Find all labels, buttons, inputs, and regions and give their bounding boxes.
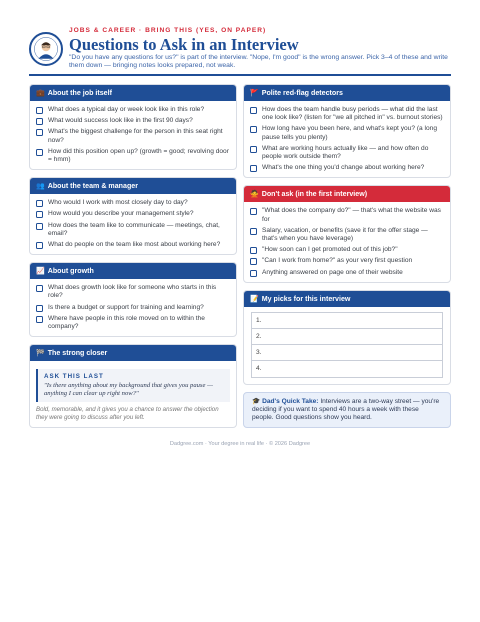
- section-job: [29, 84, 237, 170]
- item-text: What's the biggest challenge for the person in this seat right now?: [48, 128, 223, 144]
- checkbox[interactable]: [36, 149, 43, 156]
- quick-take-text: Interviews are a two-way street — you're deciding if you want to spend 40 hours a week with these people. Good questions show you heard.: [252, 397, 440, 422]
- section-header: [30, 345, 236, 361]
- item-text: What are working hours actually like — and how often do people work outside them?: [262, 144, 429, 161]
- checkered-flag-icon: 🏁: [36, 350, 45, 358]
- item-text: What would success look like in the first 90 days?: [48, 117, 193, 125]
- checklist-item: [36, 128, 229, 144]
- section-header: [30, 85, 236, 101]
- checkbox[interactable]: [36, 242, 43, 249]
- item-text: Anything answered on page one of their website: [262, 268, 403, 276]
- item-text: What does a typical day or week look like in this role?: [48, 106, 205, 113]
- briefcase-icon: 💼: [36, 90, 45, 97]
- section-title: About growth: [47, 267, 94, 276]
- checkbox[interactable]: [36, 211, 43, 218]
- section-my-picks: [243, 290, 451, 385]
- checklist-item: [250, 257, 443, 265]
- dadgree-logo: [29, 32, 63, 66]
- section-title: The strong closer: [47, 349, 108, 358]
- chart-up-icon: 📈: [36, 268, 45, 276]
- checklist-item: [36, 199, 229, 207]
- item-text: "How soon can I get promoted out of this job?": [262, 246, 398, 254]
- checkbox[interactable]: [36, 118, 43, 125]
- checklist-item: [250, 269, 443, 277]
- checkbox[interactable]: [36, 107, 43, 114]
- item-text: Where have people in this role moved on to within the company?: [48, 314, 205, 331]
- quick-take-label: Dad's Quick Take:: [262, 397, 319, 405]
- checkbox[interactable]: [250, 228, 257, 235]
- item-text: How would you describe your management style?: [48, 210, 194, 218]
- checklist-item: [250, 145, 443, 161]
- section-header: [244, 85, 450, 101]
- pick-row[interactable]: 2.: [252, 329, 442, 345]
- page-footer: Dadgree.com · Your degree in real life · © 2026 Dadgree: [169, 441, 311, 447]
- quick-take-callout: [243, 392, 451, 429]
- checklist-item: [36, 222, 229, 238]
- picks-list: [251, 312, 443, 378]
- checklist-item: [36, 241, 229, 249]
- closer-quote: "Is there anything about my background that gives you pause — anything I can clear up right now?": [44, 382, 213, 398]
- checkbox[interactable]: [36, 129, 43, 136]
- item-text: Salary, vacation, or benefits (save it for the offer stage — that's when you have leverage): [262, 226, 428, 243]
- section-closer: [29, 344, 237, 428]
- section-title: Don't ask (in the first interview): [261, 190, 368, 199]
- people-icon: 👥: [36, 183, 45, 191]
- section-red-flags: [243, 84, 451, 178]
- section-dont-ask: [243, 185, 451, 282]
- closer-note: Bold, memorable, and it gives you a chance to answer the objection they were going to discuss after you left.: [36, 406, 219, 421]
- item-text: How did this position open up? (growth = good; revolving door = hmm): [48, 147, 229, 164]
- memo-icon: 📝: [250, 295, 259, 303]
- page-title: Questions to Ask in an Interview: [69, 35, 299, 54]
- checklist-item: [36, 106, 229, 114]
- left-column: [29, 84, 237, 435]
- checkbox[interactable]: [250, 146, 257, 153]
- checklist-item: [250, 246, 443, 254]
- checklist-item: [36, 210, 229, 218]
- checkbox[interactable]: [36, 223, 43, 230]
- checklist-item: [36, 117, 229, 125]
- item-text: How does the team like to communicate — meetings, chat, email?: [48, 221, 220, 237]
- checklist-item: [250, 207, 443, 223]
- pick-row[interactable]: 4.: [256, 365, 262, 373]
- checklist-item: [36, 148, 229, 164]
- right-column: [243, 84, 451, 428]
- graduation-cap-icon: 🎓: [252, 397, 261, 405]
- checklist-item: [250, 106, 443, 122]
- section-team: [29, 177, 237, 255]
- item-text: What does growth look like for someone who starts in this role?: [48, 284, 217, 300]
- item-text: "What does the company do?" — that's what the website was for: [262, 207, 441, 223]
- pick-row[interactable]: 1.: [252, 313, 442, 329]
- checkbox[interactable]: [250, 258, 257, 265]
- checklist-item: [250, 164, 443, 172]
- section-growth: [29, 262, 237, 337]
- checklist-item: [36, 284, 229, 300]
- checkbox[interactable]: [36, 200, 43, 207]
- checkbox[interactable]: [250, 247, 257, 254]
- checkbox[interactable]: [36, 316, 43, 323]
- ask-last-label: ASK THIS LAST: [44, 373, 104, 381]
- item-text: How long have you been here, and what's kept you? (a long pause tells you plenty): [262, 125, 438, 141]
- section-header: [30, 178, 236, 194]
- item-text: Who would I work with most closely day to day?: [48, 199, 188, 207]
- no-gesture-icon: 🙅: [250, 191, 259, 199]
- item-text: How does the team handle busy periods — what did the last one look like? (listen for "we all pitched in" vs. burnout stories): [262, 106, 443, 122]
- checkbox[interactable]: [36, 285, 43, 292]
- section-header: [244, 186, 450, 202]
- pick-row[interactable]: 3.: [252, 345, 442, 361]
- checkbox[interactable]: [250, 165, 257, 172]
- checklist-item: [250, 227, 443, 243]
- checkbox[interactable]: [250, 270, 257, 277]
- checklist-item: [250, 125, 443, 141]
- section-title: My picks for this interview: [261, 294, 351, 303]
- item-text: "Can I work from home?" as your very first question: [262, 257, 413, 265]
- item-text: Is there a budget or support for training and learning?: [48, 303, 204, 311]
- checklist-item: [36, 315, 229, 331]
- section-title: About the team & manager: [47, 182, 138, 191]
- section-header: [30, 263, 236, 279]
- checkbox[interactable]: [36, 305, 43, 312]
- checkbox[interactable]: [250, 126, 257, 133]
- item-text: What do people on the team like most about working here?: [48, 241, 221, 249]
- checkbox[interactable]: [250, 107, 257, 114]
- red-flag-icon: 🚩: [250, 90, 259, 97]
- ask-last-callout: [36, 369, 230, 402]
- page-subtitle: "Do you have any questions for us?" is part of the interview. "Nope, I'm good" is the wrong answer. Pick 3–4 of these and write them down — bringing notes looks prepared, not weak.: [69, 54, 448, 70]
- item-text: What's the one thing you'd change about working here?: [262, 164, 425, 172]
- section-title: About the job itself: [47, 89, 112, 97]
- checklist-item: [36, 304, 229, 312]
- header-divider: [29, 74, 451, 76]
- checkbox[interactable]: [250, 208, 257, 215]
- page-kicker: JOBS & CAREER · BRING THIS (YES, ON PAPER): [69, 27, 267, 34]
- section-title: Polite red-flag detectors: [261, 89, 343, 97]
- section-header: [244, 291, 450, 307]
